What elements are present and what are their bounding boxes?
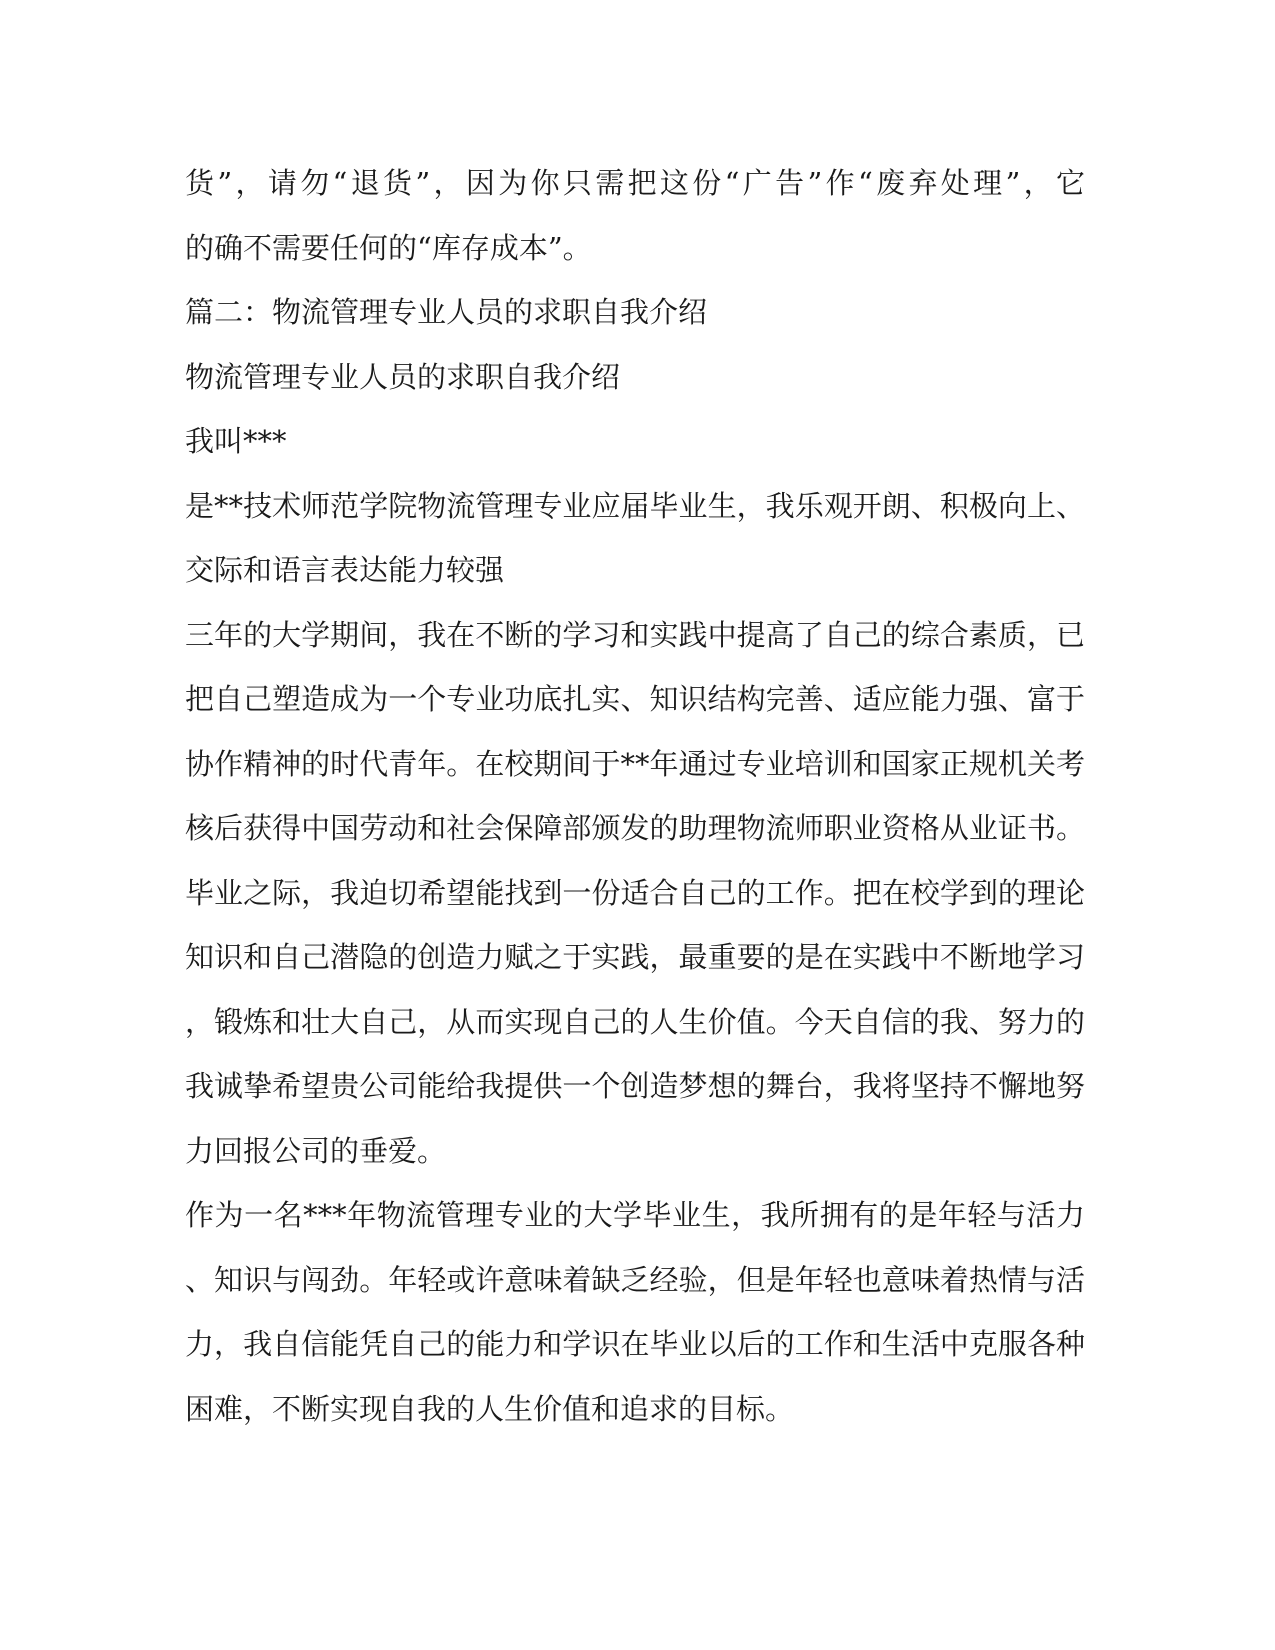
document-body	[185, 163, 1085, 1453]
text-line: 力，我自信能凭自己的能力和学识在毕业以后的工作和生活中克服各种	[185, 1327, 1085, 1361]
text-line: 知识和自己潜隐的创造力赋之于实践，最重要的是在实践中不断地学习	[185, 940, 1085, 974]
text-line: 把自己塑造成为一个专业功底扎实、知识结构完善、适应能力强、富于	[185, 682, 1085, 716]
text-line: 的确不需要任何的“库存成本”。	[185, 230, 592, 265]
text-line: 物流管理专业人员的求职自我介绍	[185, 359, 621, 394]
text-line: 篇二：物流管理专业人员的求职自我介绍	[185, 295, 708, 329]
text-line: 我诚挚希望贵公司能给我提供一个创造梦想的舞台，我将坚持不懈地努	[185, 1069, 1085, 1103]
text-line: 核后获得中国劳动和社会保障部颁发的助理物流师职业资格从业证书。	[185, 811, 1085, 845]
text-line: 、知识与闯劲。年轻或许意味着缺乏经验，但是年轻也意味着热情与活	[185, 1262, 1085, 1297]
text-line: 是**技术师范学院物流管理专业应届毕业生，我乐观开朗、积极向上、	[185, 488, 1085, 523]
text-line: 毕业之际，我迫切希望能找到一份适合自己的工作。把在校学到的理论	[185, 875, 1085, 910]
text-line: 困难，不断实现自我的人生价值和追求的目标。	[185, 1391, 795, 1426]
text-line: 货”，请勿“退货”，因为你只需把这份“广告”作“废弃处理”，它	[185, 166, 1085, 200]
text-line: 力回报公司的垂爱。	[185, 1133, 447, 1168]
text-line: 我叫***	[185, 424, 287, 458]
text-line: 交际和语言表达能力较强	[185, 553, 505, 587]
text-line: ，锻炼和壮大自己，从而实现自己的人生价值。今天自信的我、努力的	[185, 1004, 1085, 1039]
text-line: 作为一名***年物流管理专业的大学毕业生，我所拥有的是年轻与活力	[185, 1198, 1085, 1232]
text-line: 协作精神的时代青年。在校期间于**年通过专业培训和国家正规机关考	[185, 746, 1085, 781]
text-line: 三年的大学期间，我在不断的学习和实践中提高了自己的综合素质，已	[185, 617, 1085, 652]
